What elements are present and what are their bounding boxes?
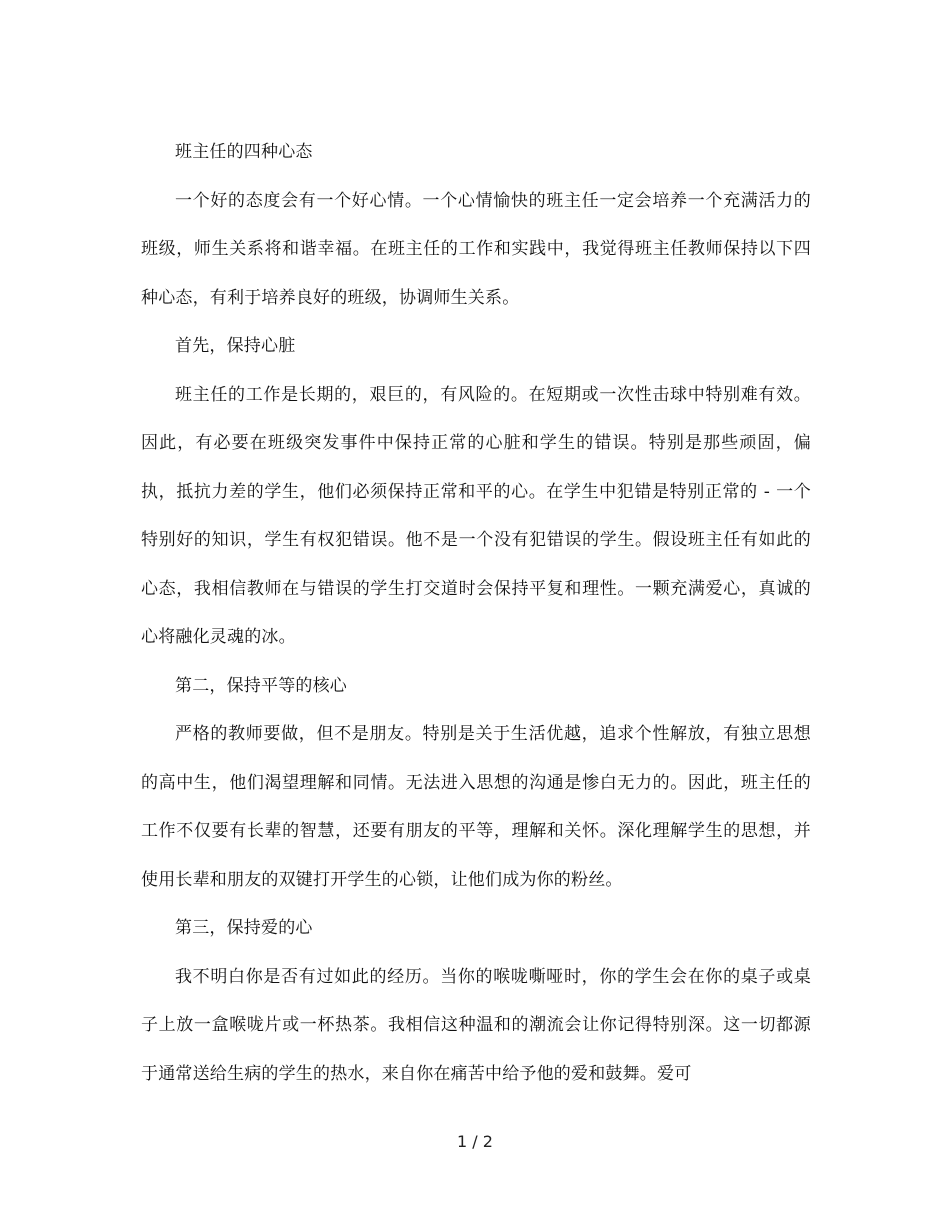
section-heading-first: 首先，保持心脏 [175,336,296,356]
section-heading-second: 第二，保持平等的核心 [175,675,347,696]
paragraph-first: 班主任的工作是长期的，艰巨的，有风险的。在短期或一次性击球中特别难有效。因此，有必要在班级突发事件中保持正常的心脏和学生的错误。特别是那些顽固，偏执，抵抗力差的学生，他们必须保持正常和平的心。在学生中犯错是特别正常的 - 一个特别好的知识，学生有权犯错误。他不是一个没有犯错误的学生。假设班主任有如此的心态，我相信教师在与错误的学生打交道时会保持平复和理性。一颗充满爱心，真诚的心将融化灵魂的冰。 [141,384,811,647]
paragraph-third: 我不明白你是否有过如此的经历。当你的喉咙嘶哑时，你的学生会在你的桌子或桌子上放一盒喉咙片或一杯热茶。我相信这种温和的潮流会让你记得特别深。这一切都源于通常送给生病的学生的热水，来自你在痛苦中给予他的爱和鼓舞。爱可 [141,966,811,1084]
document-body [141,128,811,1098]
paragraph-second: 严格的教师要做，但不是朋友。特别是关于生活优越，追求个性解放，有独立思想的高中生，他们渴望理解和同情。无法进入思想的沟通是惨白无力的。因此，班主任的工作不仅要有长辈的智慧，还要有朋友的平等，理解和关怀。深化理解学生的思想，并使用长辈和朋友的双键打开学生的心锁，让他们成为你的粉丝。 [141,724,811,890]
section-heading-third: 第三，保持爱的心 [175,918,313,938]
document-title: 班主任的四种心态 [175,142,313,162]
page-number: 1 / 2 [457,1132,493,1151]
paragraph-intro: 一个好的态度会有一个好心情。一个心情愉快的班主任一定会培养一个充满活力的班级，师生关系将和谐幸福。在班主任的工作和实践中，我觉得班主任教师保持以下四种心态，有利于培养良好的班级，协调师生关系。 [141,190,811,308]
